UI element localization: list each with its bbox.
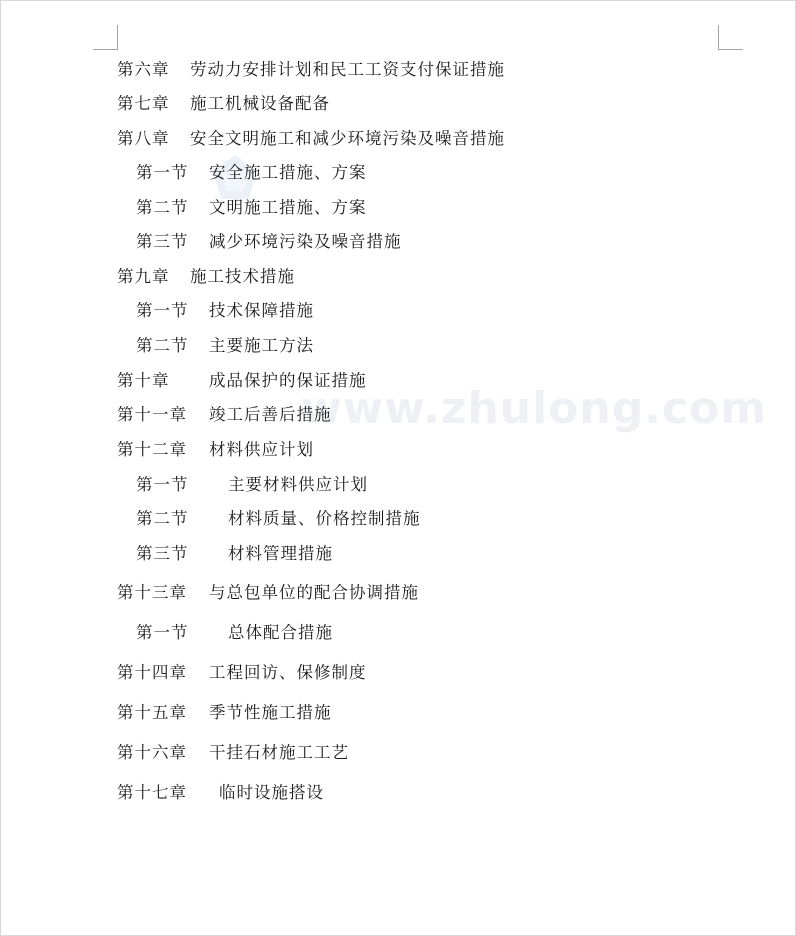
toc-number: 第三节 [136,544,189,563]
margin-corner-top-left [93,25,118,50]
toc-number: 第十章 [117,371,170,390]
toc-number: 第二节 [136,509,189,528]
toc-number: 第九章 [117,267,170,286]
toc-number: 第六章 [117,60,170,79]
toc-number: 第十二章 [117,440,187,459]
toc-number: 第八章 [117,129,170,148]
toc-title: 竣工后善后措施 [209,405,332,424]
toc-title: 材料供应计划 [209,440,314,459]
toc-title: 文明施工措施、方案 [209,198,367,217]
toc-number: 第七章 [117,94,170,113]
toc-title: 临时设施搭设 [219,783,324,802]
toc-number: 第一节 [136,475,189,494]
toc-title: 成品保护的保证措施 [209,371,367,390]
toc-number: 第十一章 [117,405,187,424]
toc-title: 主要施工方法 [209,336,314,355]
toc-title: 季节性施工措施 [209,703,332,722]
toc-number: 第十六章 [117,743,187,762]
toc-title: 技术保障措施 [209,301,314,320]
toc-title: 施工机械设备配备 [190,94,330,113]
margin-corner-top-right [718,25,743,50]
toc-number: 第三节 [136,232,189,251]
toc-title: 主要材料供应计划 [228,475,368,494]
toc-title: 安全文明施工和减少环境污染及噪音措施 [190,129,505,148]
toc-number: 第一节 [136,623,189,642]
toc-title: 施工技术措施 [190,267,295,286]
watermark-text: www.zhulong.com [301,383,768,434]
toc-number: 第二节 [136,336,189,355]
toc-title: 工程回访、保修制度 [209,663,367,682]
toc-title: 安全施工措施、方案 [209,163,367,182]
toc-number: 第一节 [136,301,189,320]
toc-title: 减少环境污染及噪音措施 [209,232,402,251]
toc-number: 第二节 [136,198,189,217]
toc-title: 材料质量、价格控制措施 [228,509,421,528]
toc-title: 总体配合措施 [228,623,333,642]
toc-number: 第十四章 [117,663,187,682]
toc-number: 第十五章 [117,703,187,722]
toc-number: 第十三章 [117,583,187,602]
toc-title: 材料管理措施 [228,544,333,563]
toc-title: 与总包单位的配合协调措施 [209,583,419,602]
toc-number: 第一节 [136,163,189,182]
toc-number: 第十七章 [117,783,187,802]
toc-title: 劳动力安排计划和民工工资支付保证措施 [190,60,505,79]
toc-title: 干挂石材施工工艺 [209,743,349,762]
